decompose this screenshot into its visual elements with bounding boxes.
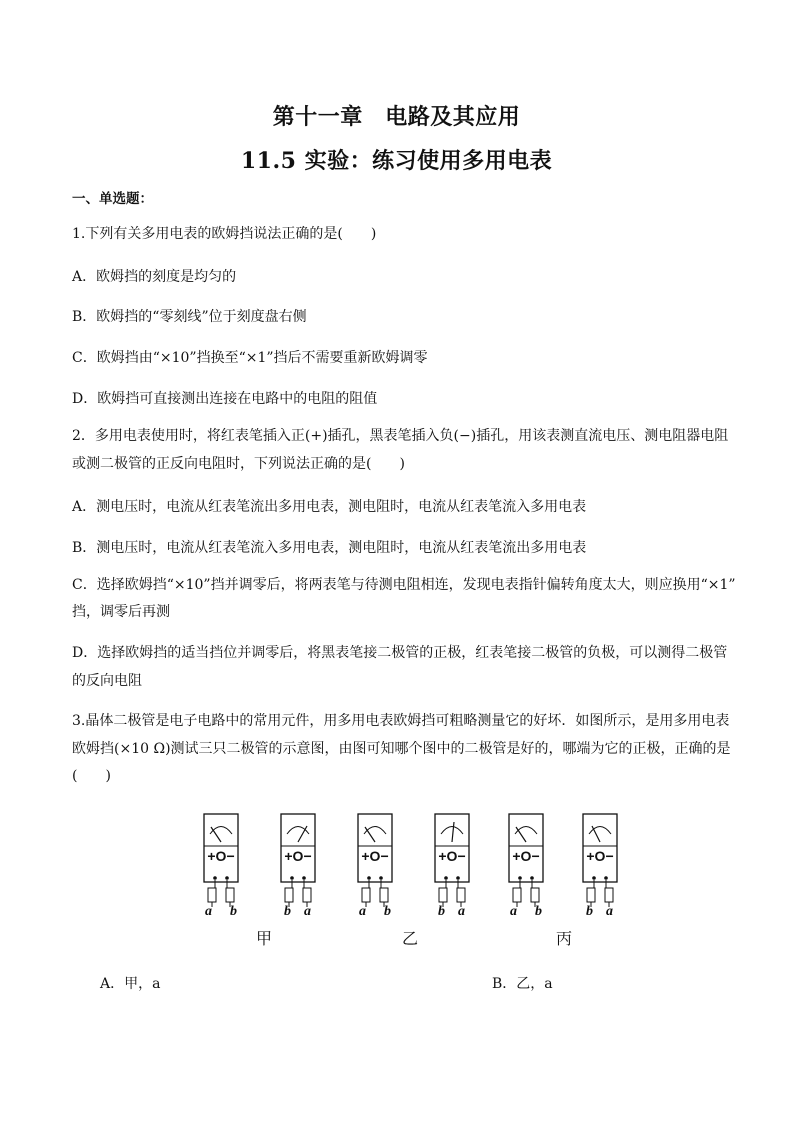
meter-2-left-label: b: [284, 904, 291, 919]
meter-6: [569, 808, 629, 918]
q2-option-d-line1: D．选择欧姆挡的适当挡位并调零后，将黑表笔接二极管的正极，红表笔接二极管的负极，可以测得二极管: [72, 645, 728, 661]
q2-option-c-line1: C．选择欧姆挡“×10”挡并调零后，将两表笔与待测电阻相连，发现电表指针偏转角度太大，则应换用“×1”: [72, 577, 736, 593]
meter-3-left-label: a: [359, 904, 366, 919]
q3-stem-line3: ( ): [72, 768, 111, 784]
q3-option-a: A．甲，a: [100, 976, 161, 992]
meter-4-right-label: a: [458, 904, 465, 919]
meter-6-left-label: b: [586, 904, 593, 919]
caption-bing: 丙: [556, 929, 573, 948]
meter-1: [190, 808, 250, 918]
meter-3-symbol: +O−: [361, 848, 389, 864]
q3-stem-line2: 欧姆挡(×10 Ω)测试三只二极管的示意图，由图可知哪个图中的二极管是好的，哪端为它的正极，正确的是: [72, 741, 731, 757]
meter-1-left-label: a: [205, 904, 212, 919]
meter-5: [495, 808, 555, 918]
caption-jia: 甲: [256, 929, 273, 948]
q2-option-d-line2: 的反向电阻: [72, 673, 142, 689]
meter-1-symbol: +O−: [207, 848, 235, 864]
meter-1-right-label: b: [230, 904, 237, 919]
q1-option-b: B．欧姆挡的“零刻线”位于刻度盘右侧: [72, 309, 307, 325]
meter-2-symbol: +O−: [284, 848, 312, 864]
meter-6-right-label: a: [606, 904, 613, 919]
chapter-title: 第十一章 电路及其应用: [272, 104, 521, 130]
caption-yi: 乙: [402, 929, 419, 948]
q1-option-a: A．欧姆挡的刻度是均匀的: [72, 269, 237, 285]
q2-option-c-line2: 挡，调零后再测: [72, 604, 170, 620]
q2-option-b: B．测电压时，电流从红表笔流入多用电表，测电阻时，电流从红表笔流出多用电表: [72, 540, 587, 556]
q1-stem: 1.下列有关多用电表的欧姆挡说法正确的是( ): [72, 226, 377, 242]
meter-4-symbol: +O−: [438, 848, 466, 864]
meter-6-symbol: +O−: [586, 848, 614, 864]
meter-5-left-label: a: [510, 904, 517, 919]
section-title: 11.5 实验：练习使用多用电表: [240, 148, 553, 174]
q2-stem-line1: 2．多用电表使用时，将红表笔插入正(+)插孔，黑表笔插入负(−)插孔，用该表测直流电压、测电阻器电阻: [72, 428, 729, 444]
q3-stem-line1: 3.晶体二极管是电子电路中的常用元件，用多用电表欧姆挡可粗略测量它的好坏．如图所示，是用多用电表: [72, 713, 730, 729]
section-heading: 一、单选题：: [72, 191, 153, 207]
meter-5-symbol: +O−: [512, 848, 540, 864]
meter-2-right-label: a: [304, 904, 311, 919]
meter-3-right-label: b: [384, 904, 391, 919]
q1-option-c: C．欧姆挡由“×10”挡换至“×1”挡后不需要重新欧姆调零: [72, 350, 428, 366]
q2-stem-line2: 或测二极管的正反向电阻时，下列说法正确的是( ): [72, 456, 405, 472]
meter-4: [421, 808, 481, 918]
q3-option-b: B．乙，a: [492, 976, 553, 992]
q2-option-a: A．测电压时，电流从红表笔流出多用电表，测电阻时，电流从红表笔流入多用电表: [72, 499, 587, 515]
q1-option-d: D．欧姆挡可直接测出连接在电路中的电阻的阻值: [72, 391, 378, 407]
meter-3: [344, 808, 404, 918]
meter-2: [267, 808, 327, 918]
meter-5-right-label: b: [535, 904, 542, 919]
diode-test-figure: [190, 808, 630, 968]
meter-4-left-label: b: [438, 904, 445, 919]
